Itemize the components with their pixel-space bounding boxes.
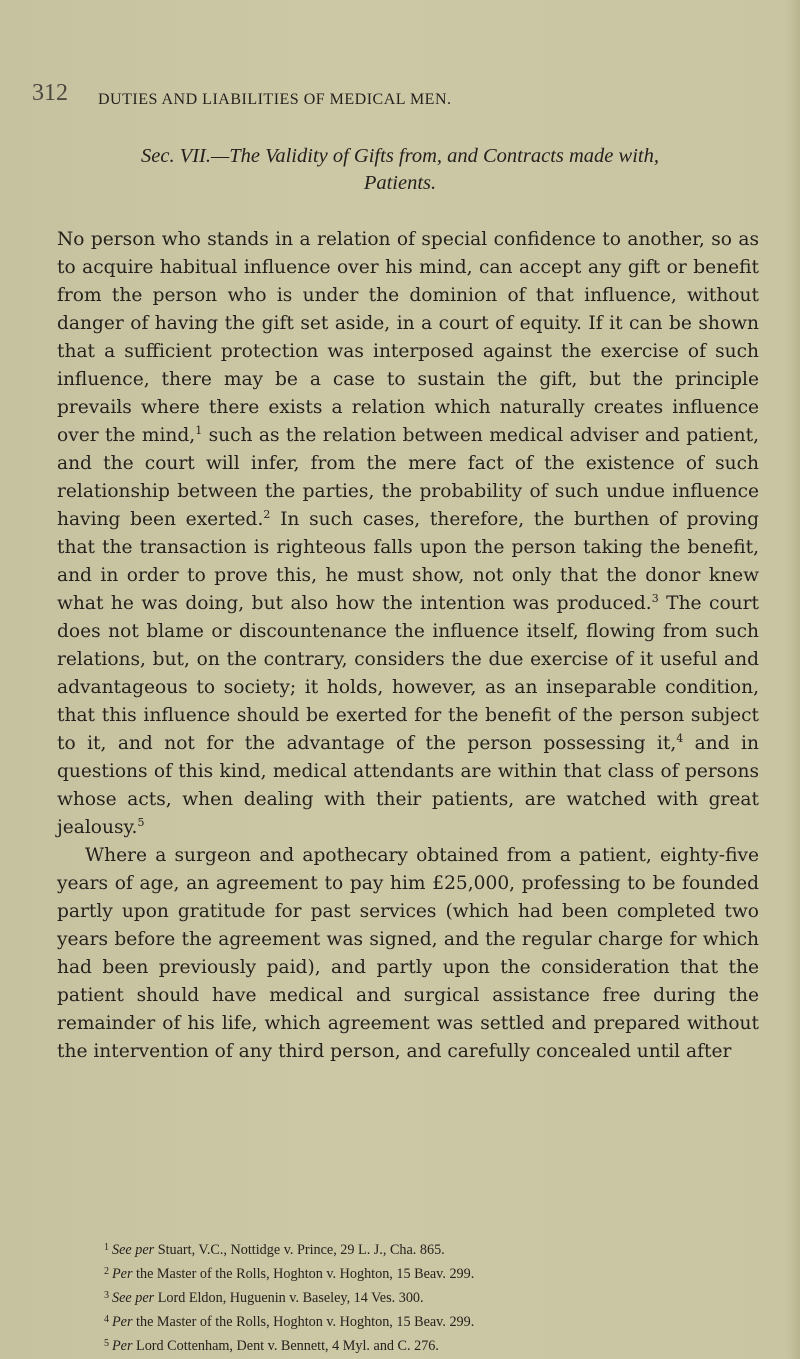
footnote-ref-1[interactable]: 1	[195, 424, 203, 437]
footnote-text: Lord Eldon, Huguenin v. Baseley, 14 Ves. 300.	[154, 1290, 424, 1306]
footnote-lead: See per	[112, 1242, 155, 1258]
footnote-ref-4[interactable]: 4	[676, 732, 684, 745]
paragraph-1-segment-4: The court does not blame or discountenance the influence itself, flowing from such relations, but, on the contrary, considers the due exercise of it useful and advantageous to society; it holds, however, as an inseparable condition, that this influence should be exerted for the benefit of the person subject to it, and not for the advantage of the person possessing it,	[57, 593, 759, 754]
footnote-text: the Master of the Rolls, Hoghton v. Hoghton, 15 Beav. 299.	[132, 1266, 475, 1282]
footnote-5	[104, 1333, 764, 1357]
paragraph-1	[57, 226, 759, 842]
paragraph-1-segment-5: and in questions of this kind, medical attendants are within that class of persons whose acts, when dealing with their patients, are watched with great jealousy.	[57, 733, 759, 838]
footnote-number: 1	[104, 1242, 109, 1253]
page-number: 312	[32, 80, 68, 106]
footnote-text: the Master of the Rolls, Hoghton v. Hoghton, 15 Beav. 299.	[132, 1314, 475, 1330]
page-header	[32, 80, 772, 110]
footnote-lead: See per	[112, 1290, 155, 1306]
footnote-number: 2	[104, 1266, 109, 1277]
section-heading-line-2: Patients.	[363, 172, 437, 194]
footnote-text: Lord Cottenham, Dent v. Bennett, 4 Myl. and C. 276.	[132, 1338, 439, 1354]
footnote-ref-3[interactable]: 3	[651, 592, 659, 605]
footnote-1	[104, 1237, 764, 1261]
footnote-number: 4	[104, 1314, 109, 1325]
paragraph-1-segment-3: In such cases, therefore, the burthen of proving that the transaction is righteous falls upon the person taking the benefit, and in order to prove this, he must show, not only that the donor knew what he was doing, but also how the intention was produced.	[57, 509, 759, 614]
footnote-ref-5[interactable]: 5	[137, 816, 145, 829]
running-title: DUTIES AND LIABILITIES OF MEDICAL MEN.	[98, 91, 452, 108]
footnote-lead: Per	[112, 1314, 133, 1330]
footnote-number: 5	[104, 1338, 109, 1349]
footnote-ref-2[interactable]: 2	[263, 508, 271, 521]
footnotes	[104, 1237, 764, 1357]
section-heading	[60, 143, 740, 197]
footnote-3	[104, 1285, 764, 1309]
paragraph-1-segment-2: such as the relation between medical adviser and patient, and the court will infer, from the mere fact of the existence of such relationship between the parties, the probability of such undue influence having been exerted.	[57, 425, 759, 530]
body-text	[57, 226, 759, 1066]
footnote-text: Stuart, V.C., Nottidge v. Prince, 29 L. J., Cha. 865.	[154, 1242, 445, 1258]
paragraph-2: Where a surgeon and apothecary obtained from a patient, eighty-five years of age, an agreement to pay him £25,000, professing to be founded partly upon gratitude for past services (which had been completed two years before the agreement was signed, and the regular charge for which had been previously paid), and partly upon the consideration that the patient should have medical and surgical assistance free during the remainder of his life, which agreement was settled and prepared without the intervention of any third person, and carefully concealed until after	[57, 845, 759, 1062]
footnote-number: 3	[104, 1290, 109, 1301]
paragraph-1-segment-1: No person who stands in a relation of special confidence to another, so as to acquire habitual influence over his mind, can accept any gift or benefit from the person who is under the dominion of that influence, without danger of having the gift set aside, in a court of equity. If it can be shown that a sufficient protection was interposed against the exercise of such influence, there may be a case to sustain the gift, but the principle prevails where there exists a relation which naturally creates influence over the mind,	[57, 229, 759, 446]
footnote-2	[104, 1261, 764, 1285]
page-edge-shadow	[786, 0, 800, 1359]
footnote-lead: Per	[112, 1338, 133, 1354]
footnote-4	[104, 1309, 764, 1333]
section-heading-line-1: Sec. VII.—The Validity of Gifts from, and Contracts made with,	[141, 145, 659, 167]
footnote-lead: Per	[112, 1266, 133, 1282]
